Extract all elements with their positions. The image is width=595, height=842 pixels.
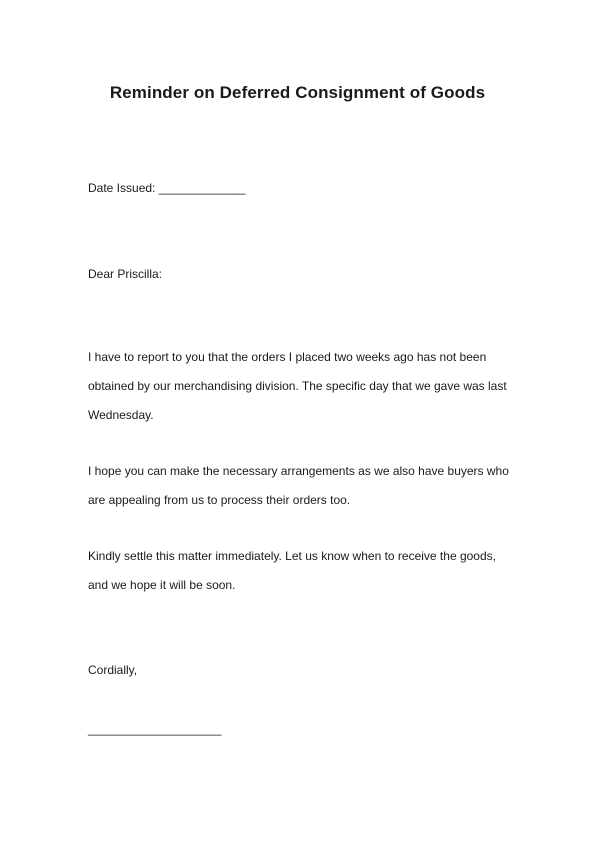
paragraph-2-line-1: I hope you can make the necessary arrangements as we also have buyers who [88, 464, 509, 478]
paragraph-3-line-2: and we hope it will be soon. [88, 578, 236, 592]
document-title: Reminder on Deferred Consignment of Goods [109, 83, 486, 102]
paragraph-1-line-2: obtained by our merchandising division. The specific day that we gave was last [88, 379, 507, 393]
paragraph-2-line-2: are appealing from us to process their orders too. [88, 493, 351, 507]
paragraph-1-line-1: I have to report to you that the orders I placed two weeks ago has not been [88, 350, 487, 364]
closing: Cordially, [88, 663, 138, 677]
paragraph-1-line-3: Wednesday. [88, 408, 154, 422]
date-issued-line: Date Issued: _____________ [88, 181, 246, 195]
salutation: Dear Priscilla: [88, 267, 163, 281]
signature-line: ____________________ [88, 722, 222, 736]
paragraph-3-line-1: Kindly settle this matter immediately. Let us know when to receive the goods, [88, 549, 496, 563]
